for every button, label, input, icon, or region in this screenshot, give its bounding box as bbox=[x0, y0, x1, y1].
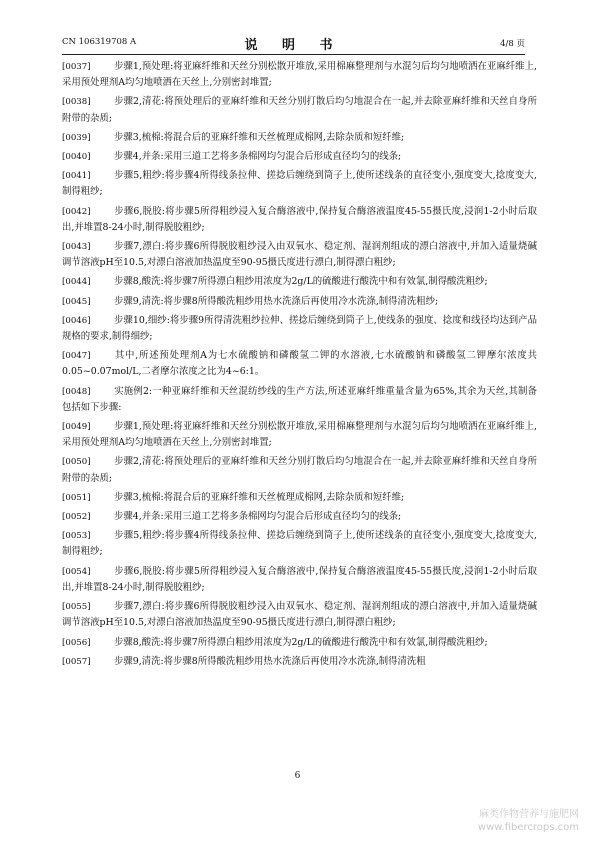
paragraph-text: 步骤3,梳棉:将混合后的亚麻纤维和天丝梳理成棉网,去除杂质和短纤维; bbox=[114, 131, 405, 143]
paragraph-number: [0038] bbox=[62, 97, 91, 108]
paragraph-number: [0044] bbox=[62, 277, 91, 288]
paragraph bbox=[62, 635, 537, 651]
paragraph-number: [0042] bbox=[62, 206, 91, 217]
paragraph-number: [0057] bbox=[62, 656, 91, 667]
paragraph-number: [0055] bbox=[62, 602, 91, 613]
paragraph bbox=[62, 490, 537, 506]
paragraph-text: 实施例2:一种亚麻纤维和天丝混纺纱线的生产方法,所述亚麻纤维重量含量为65%,其余为天丝,其制备包括如下步骤: bbox=[62, 385, 537, 413]
paragraph-text: 步骤8,酸洗:将步骤7所得漂白粗纱用浓度为2g/L的硫酸进行酸洗中和有效氯,制得酸洗粗纱; bbox=[114, 276, 488, 288]
paragraph-number: [0054] bbox=[62, 566, 91, 577]
document-body bbox=[62, 59, 537, 673]
paragraph-text: 步骤2,清花:将预处理后的亚麻纤维和天丝分别打散后均匀地混合在一起,并去除亚麻纤维和天丝自身所附带的杂质; bbox=[62, 456, 537, 484]
paragraph-text: 步骤7,漂白:将步骤6所得脱胶粗纱浸入由双氧水、稳定剂、湿润剂组成的漂白溶液中,并加入适量烧碱调节溶液pH至10.5,对漂白溶液加热温度至90-95摄氏度进行漂白,制得漂白粗纱; bbox=[62, 601, 537, 629]
paragraph-number: [0052] bbox=[62, 512, 91, 523]
paragraph bbox=[62, 348, 537, 380]
paragraph-number: [0037] bbox=[62, 62, 91, 72]
page-number: 6 bbox=[294, 771, 301, 781]
paragraph-text: 步骤4,并条:采用三道工艺将多条棉网均匀混合后形成直径均匀的线条; bbox=[114, 151, 402, 163]
paragraph-text: 步骤5,粗纱:将步骤4所得线条拉伸、搓捻后缠绕到筒子上,使所述线条的直径变小,强度变大,捻度变大,制得粗纱; bbox=[62, 530, 537, 558]
paragraph bbox=[62, 528, 537, 560]
paragraph bbox=[62, 654, 537, 670]
paragraph-text: 步骤7,漂白:将步骤6所得脱胶粗纱浸入由双氧水、稳定剂、湿润剂组成的漂白溶液中,并加入适量烧碱调节溶液pH至10.5,对漂白溶液加热温度至90-95摄氏度进行漂白,制得漂白粗纱; bbox=[62, 241, 537, 269]
page-header bbox=[62, 34, 525, 52]
paragraph bbox=[62, 313, 537, 345]
paragraph bbox=[62, 419, 537, 451]
paragraph-number: [0049] bbox=[62, 422, 91, 433]
paragraph bbox=[62, 274, 537, 290]
paragraph bbox=[62, 59, 537, 91]
paragraph-text: 步骤5,粗纱:将步骤4所得线条拉伸、搓捻后缠绕到筒子上,使所述线条的直径变小,强度变大,捻度变大,制得粗纱; bbox=[62, 170, 537, 198]
paragraph-number: [0045] bbox=[62, 296, 91, 307]
paragraph bbox=[62, 239, 537, 271]
paragraph-text: 步骤9,清洗:将步骤8所得酸洗粗纱用热水洗涤后再使用冷水洗涤,制得清洗粗纱; bbox=[114, 295, 439, 307]
watermark-name: 麻类作物营养与施肥网 bbox=[479, 809, 579, 820]
paragraph-number: [0056] bbox=[62, 637, 91, 648]
paragraph-number: [0040] bbox=[62, 152, 91, 163]
paragraph-text: 步骤6,脱胶:将步骤5所得粗纱浸入复合酶溶液中,保持复合酶溶液温度45-55摄氏度,浸润1-2小时后取出,并堆置8-24小时,制得脱胶粗纱; bbox=[62, 565, 537, 593]
watermark-url: www.fibercrops.com bbox=[477, 822, 579, 833]
paragraph-text: 步骤4,并条:采用三道工艺将多条棉网均匀混合后形成直径均匀的线条; bbox=[114, 511, 402, 523]
doc-title: 说 明 书 bbox=[244, 38, 343, 53]
paragraph-text: 步骤9,清洗:将步骤8所得酸洗粗纱用热水洗涤后再使用冷水洗涤,制得清洗粗 bbox=[114, 655, 426, 667]
site-watermark bbox=[478, 808, 579, 834]
paragraph-number: [0050] bbox=[62, 457, 91, 468]
paragraph-number: [0051] bbox=[62, 492, 91, 503]
page-ref: 4/8 页 bbox=[500, 39, 525, 49]
paragraph bbox=[62, 599, 537, 631]
paragraph-text: 步骤2,清花:将预处理后的亚麻纤维和天丝分别打散后均匀地混合在一起,并去除亚麻纤维和天丝自身所附带的杂质; bbox=[62, 96, 537, 124]
paragraph-text: 步骤3,梳棉:将混合后的亚麻纤维和天丝梳理成棉网,去除杂质和短纤维; bbox=[114, 491, 405, 503]
paragraph-text: 其中,所述预处理剂A为七水硫酸钠和磷酸氢二钾的水溶液,七水硫酸钠和磷酸氢二钾摩尔浓度共0.05~0.07mol/L,二者摩尔浓度之比为4~6:1。 bbox=[62, 350, 537, 378]
paragraph-number: [0047] bbox=[62, 351, 91, 362]
paragraph-text: 步骤1,预处理:将亚麻纤维和天丝分别松散开堆放,采用棉麻整理剂与水混匀后均匀地喷洒在亚麻纤维上,采用预处理剂A均匀地喷洒在天丝上,分别密封堆置; bbox=[62, 421, 537, 449]
paragraph-number: [0039] bbox=[62, 132, 91, 143]
paragraph-number: [0053] bbox=[62, 531, 91, 542]
paragraph bbox=[62, 384, 537, 416]
paragraph bbox=[62, 204, 537, 236]
paragraph bbox=[62, 149, 537, 165]
paragraph bbox=[62, 454, 537, 486]
paragraph bbox=[62, 94, 537, 126]
paragraph-number: [0048] bbox=[62, 386, 91, 397]
paragraph-text: 步骤6,脱胶:将步骤5所得粗纱浸入复合酶溶液中,保持复合酶溶液温度45-55摄氏度,浸润1-2小时后取出,并堆置8-24小时,制得脱胶粗纱; bbox=[62, 205, 537, 233]
paragraph-text: 步骤8,酸洗:将步骤7所得漂白粗纱用浓度为2g/L的硫酸进行酸洗中和有效氯,制得酸洗粗纱; bbox=[114, 636, 488, 648]
header-rule bbox=[62, 54, 525, 55]
paragraph-text: 步骤1,预处理:将亚麻纤维和天丝分别松散开堆放,采用棉麻整理剂与水混匀后均匀地喷洒在亚麻纤维上,采用预处理剂A均匀地喷洒在天丝上,分别密封堆置; bbox=[62, 61, 537, 89]
paragraph-text: 步骤10,细纱:将步骤9所得清洗粗纱拉伸、搓捻后缠绕到筒子上,使线条的强度、捻度和线径均达到产品规格的要求,制得细纱; bbox=[62, 314, 537, 343]
paragraph bbox=[62, 294, 537, 310]
paragraph-number: [0041] bbox=[62, 171, 91, 182]
paragraph-number: [0046] bbox=[62, 315, 91, 326]
paragraph bbox=[62, 130, 537, 146]
paragraph bbox=[62, 168, 537, 200]
paragraph-number: [0043] bbox=[62, 242, 91, 253]
paragraph bbox=[62, 509, 537, 525]
paragraph bbox=[62, 564, 537, 596]
doc-number: CN 106319708 A bbox=[62, 37, 137, 47]
